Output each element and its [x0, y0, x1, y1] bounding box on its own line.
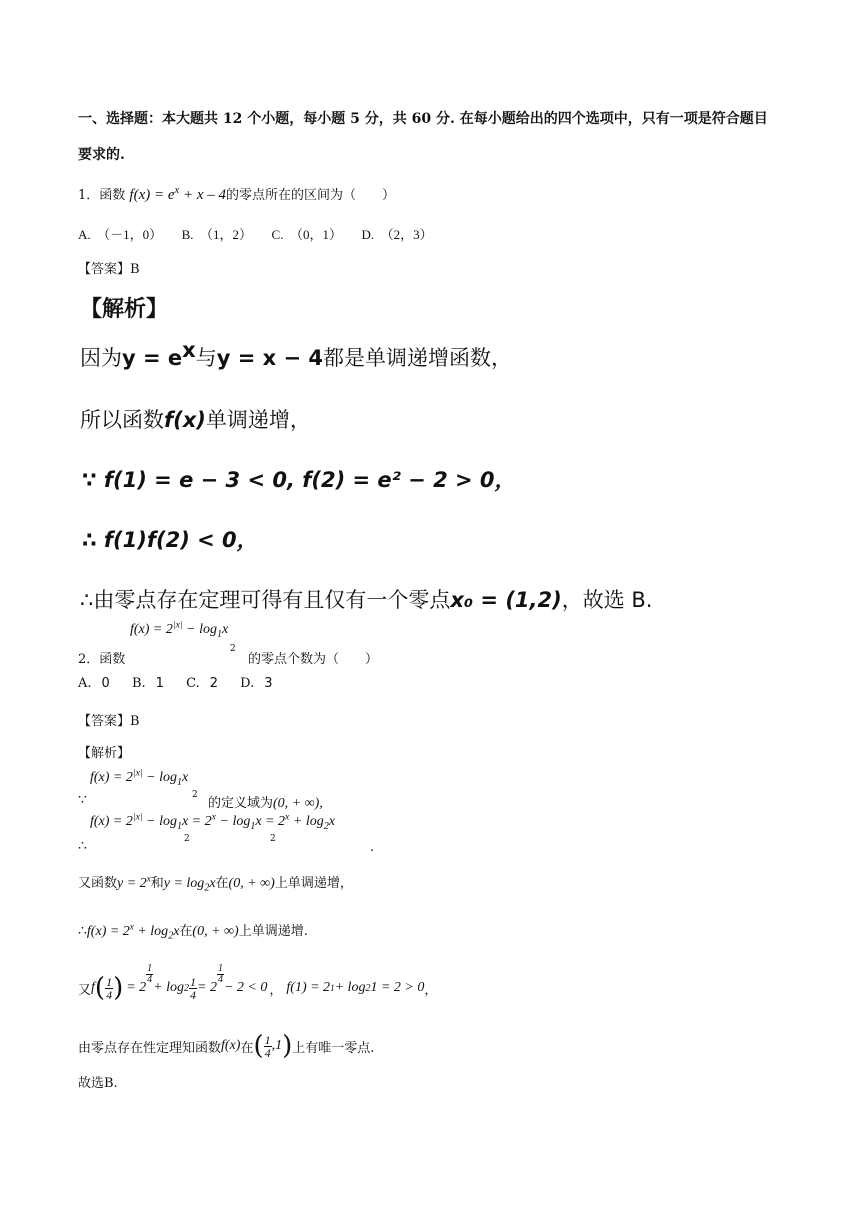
chain-base-1: 2: [184, 834, 190, 844]
q1-analysis-label: 【解析】: [80, 297, 169, 322]
q2-stem: 2．函数: [78, 652, 126, 667]
chain-base-2: 2: [270, 834, 276, 844]
q2-formula: $f(x) = 2^{|x|} - \log_1x$: [130, 619, 229, 640]
therefore-symbol: ∴: [78, 838, 87, 854]
q1-stem: [78, 184, 395, 204]
chain-period: .: [370, 840, 375, 855]
q2-options: A. 0 B. 1 C. 2 D. 3: [78, 676, 273, 691]
q2-stem-tail: 的零点个数为（ ）: [248, 652, 379, 667]
q1-stem-tail: 的零点所在的区间为（ ）: [225, 188, 395, 203]
q1-step3: ∵ f(1) = e − 3 < 0, f(2) = e² − 2 > 0，: [82, 468, 516, 492]
q1-answer: 【答案】B: [78, 262, 140, 277]
q2-because-formula: $f(x) = 2^{|x|} - \log_1x$: [90, 767, 189, 788]
because-symbol: ∵: [78, 792, 87, 808]
q2-also: 又函数$y = 2^x$和$y = \log_2x$在(0, + ∞)上单调递增，: [78, 873, 353, 894]
q2-domain: 的定义域为(0, + ∞),: [208, 796, 323, 811]
section-header-cont: 要求的.: [78, 147, 125, 163]
q1-step4: ∴ f(1)f(2) < 0，: [82, 528, 258, 552]
q1-function: $f(x) = e^x + x - 4$: [129, 185, 226, 203]
q1-step5: ∴由零点存在定理可得有且仅有一个零点x₀ = (1,2)，故选 B.: [80, 588, 653, 612]
q2-answer: 【答案】B: [78, 714, 140, 729]
q2-analysis-label: 【解析】: [78, 746, 131, 761]
q2-chain: $f(x) = 2^{|x|} - \log_1x = 2^x - \log_1x = 2^x + \log_2x$: [90, 811, 335, 832]
q2-evaluation: 又 f ( $\frac{1}{4}$ ) = 2 $\frac{1}{4}$ + log 2 $\frac{1}{4}$ = 2 $\frac{1}{4}$ − 2 < 0 ， f(1) = 2 1 + log 2 1 = 2 > 0 ，: [78, 962, 438, 1003]
q2-conclusion: 由零点存在性定理知函数 f(x) 在 ( $\frac{1}{4}$ , 1 ) 上有唯一零点.: [78, 1031, 375, 1061]
q1-number: 1．函数: [78, 188, 126, 203]
q1-step2: 所以函数f(x)单调递增，: [80, 408, 311, 432]
q2-final: 故选B.: [78, 1076, 118, 1091]
q2-log-base: 2: [230, 644, 236, 654]
section-header: 一、选择题：本大题共 12 个小题，每小题 5 分，共 60 分. 在每小题给出的四个选项中，只有一项是符合题目: [78, 111, 768, 127]
because-log-base: 2: [192, 790, 198, 800]
q1-options: A. （－1，0） B. （1，2） C. （0，1） D. （2，3）: [78, 227, 433, 242]
q2-monotone: ∴f(x) = $2^x + \log_2x$在(0, + ∞)上单调递增.: [78, 921, 308, 942]
q1-step1: 因为$y = e^x$与y = x − 4都是单调递增函数，: [80, 338, 512, 370]
